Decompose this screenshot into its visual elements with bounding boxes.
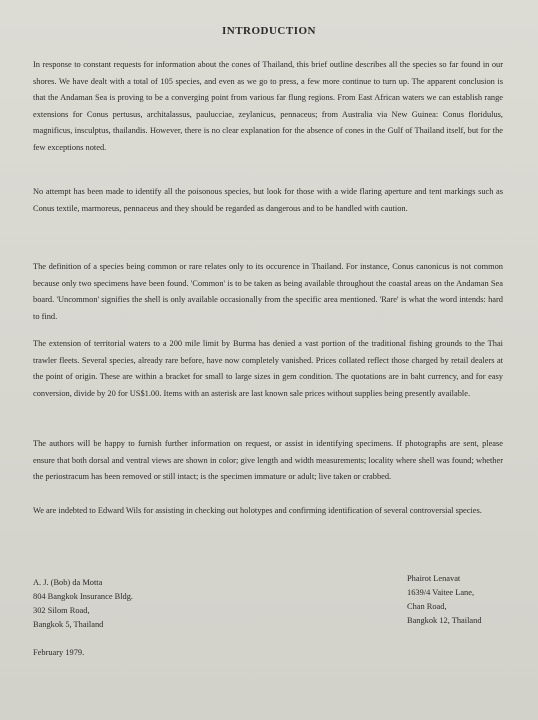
address-line: 302 Silom Road, [33, 606, 90, 615]
paragraph-rarity: The definition of a species being common or rare relates only to its occurence in Thailand. For instance, Conus canonicus is not common because only two specimens have been found. 'Common' is to be taken as being available throughout the coastal areas on the Andaman Sea board. 'Uncommon' signifies the shell is only available occasionally from the specific area mentioned. 'Rare' is what the word intends: hard to find. [33, 262, 503, 321]
address-line: Bangkok 12, Thailand [407, 616, 482, 625]
paragraph-contact: The authors will be happy to furnish further information on request, or assist in identifying specimens. If photographs are sent, please ensure that both dorsal and ventral views are shown in color; give length and width measurements; locality where shell was found; whether the periostracum has been removed or still intact; is the specimen immature or adult; live taken or crabbed. [33, 439, 503, 482]
author-address-right [407, 572, 482, 628]
paragraph-territorial: The extension of territorial waters to a 200 mile limit by Burma has denied a vast portion of the traditional fishing grounds to the Thai trawler fleets. Several species, already rare before, have now completely vanished. Prices collated reflect those charged by retail dealers at the point of origin. These are within a bracket for small to large sizes in gem condition. The quotations are in baht currency, and for easy conversion, divide by 20 for US$1.00. Items with an asterisk are last known sale prices without supplies being presently available. [33, 339, 503, 398]
paragraph-poisonous: No attempt has been made to identify all the poisonous species, but look for those with a wide flaring aperture and tent markings such as Conus textile, marmoreus, pennaceus and they should be regarded as dangerous and to be handled with caution. [33, 187, 503, 213]
author-name: Phairot Lenavat [407, 574, 461, 583]
document-date: February 1979. [33, 648, 85, 657]
author-address-left [33, 576, 133, 632]
page-title: INTRODUCTION [221, 25, 316, 37]
address-line: 804 Bangkok Insurance Bldg. [33, 592, 134, 601]
address-line: Chan Road, [407, 602, 447, 611]
paragraph-intro: In response to constant requests for information about the cones of Thailand, this brief outline describes all the species so far found in our shores. We have dealt with a total of 105 species, and even as we go to press, a few more continue to turn up. The apparent conclusion is that the Andaman Sea is proving to be a converging point from various far flung regions. From East African waters we can establish range extensions for Conus pertusus, architalassus, paulucciae, zeylanicus, pennaceus; from Australia via New Guinea: Conus floridulus, magnificus, insculptus, thailandis. However, there is no clear explanation for the absence of cones in the Gulf of Thailand itself, but for the few exceptions noted. [33, 60, 503, 152]
paragraph-acknowledgement: We are indebted to Edward Wils for assisting in checking out holotypes and confirming identification of several controversial species. [33, 506, 482, 515]
author-name: A. J. (Bob) da Motta [33, 578, 103, 587]
address-line: Bangkok 5, Thailand [33, 620, 104, 629]
address-line: 1639/4 Vaitee Lane, [407, 588, 475, 597]
